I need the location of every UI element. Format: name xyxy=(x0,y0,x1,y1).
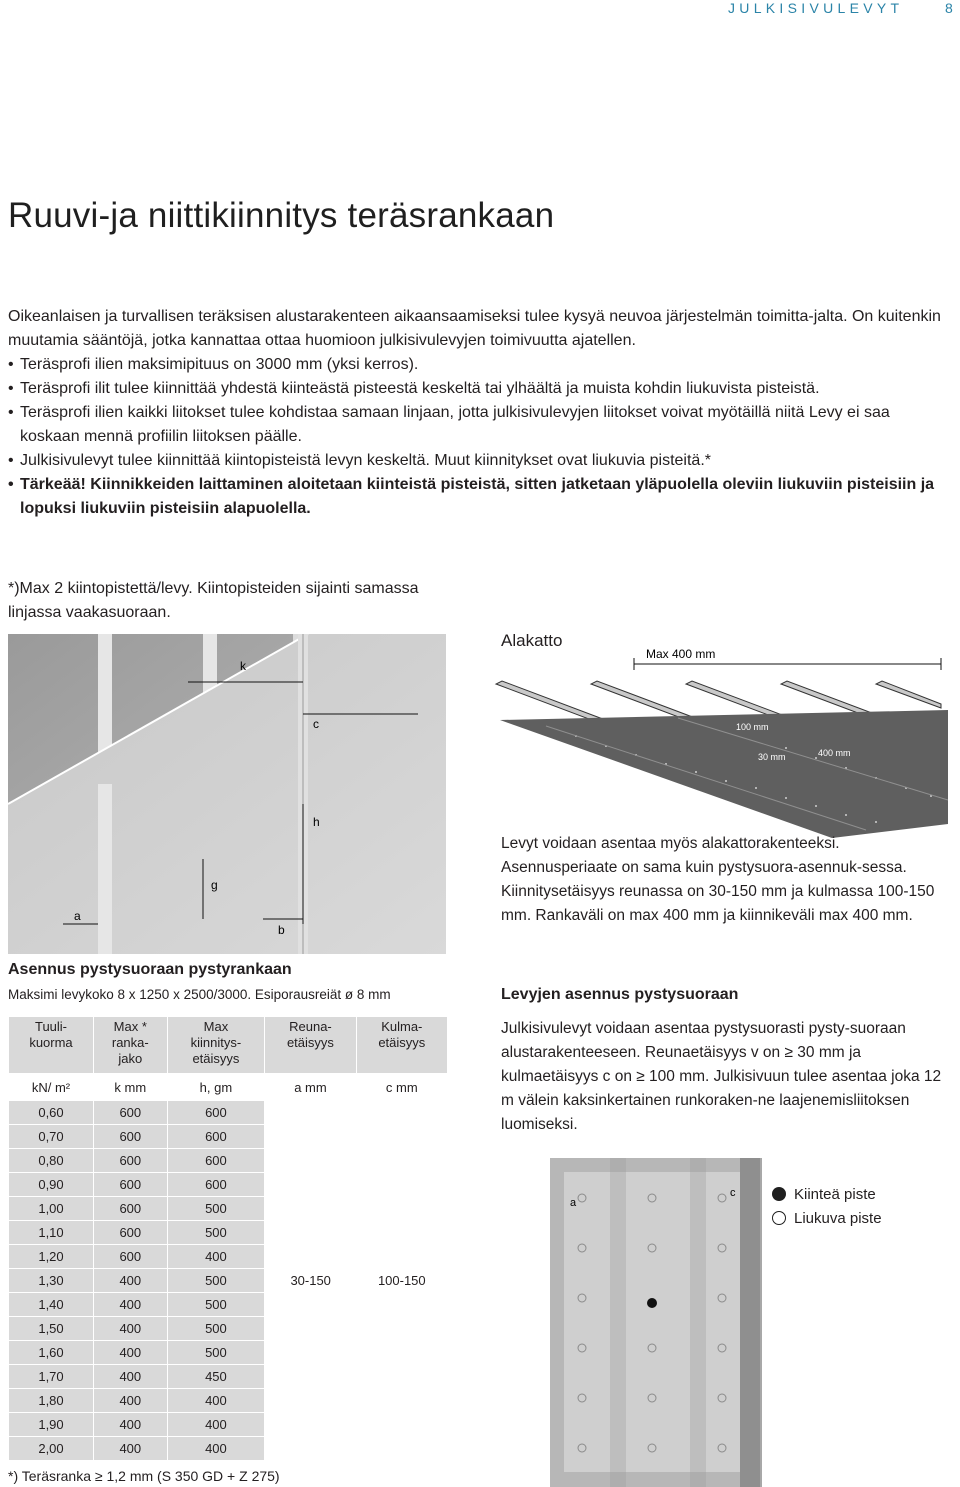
rule-item: • Julkisivulevyt tulee kiinnittää kiintopisteistä levyn keskeltä. Muut kiinnitykset ovat liukuvia pisteitä.* xyxy=(8,449,953,473)
label-c: c xyxy=(730,1187,736,1199)
table-cell: 400 xyxy=(94,1341,168,1365)
dim-400: 400 mm xyxy=(818,748,851,758)
legend-sliding xyxy=(772,1206,882,1230)
table-cell: 1,80 xyxy=(9,1389,94,1413)
table-cell: 0,90 xyxy=(9,1173,94,1197)
label-h: h xyxy=(313,815,320,829)
table-header-row xyxy=(9,1017,448,1074)
vertical-installation-photo xyxy=(8,634,446,954)
dim-30: 30 mm xyxy=(758,752,786,762)
table-cell: 500 xyxy=(167,1221,265,1245)
table-cell: 400 xyxy=(167,1413,265,1437)
unit-cell: c mm xyxy=(356,1074,447,1101)
table-cell: 400 xyxy=(94,1317,168,1341)
header-corner-distance: Kulma- etäisyys xyxy=(356,1017,447,1074)
rule-list xyxy=(8,353,953,521)
table-cell: 400 xyxy=(94,1365,168,1389)
table-cell: 1,40 xyxy=(9,1293,94,1317)
steel-footnote: *) Teräsranka ≥ 1,2 mm (S 350 GD + Z 275) xyxy=(8,1468,280,1484)
table-cell: 600 xyxy=(94,1125,168,1149)
hollow-circle-icon xyxy=(772,1211,786,1225)
fixing-legend xyxy=(772,1182,882,1230)
table-cell: 0,70 xyxy=(9,1125,94,1149)
table-cell: 400 xyxy=(94,1293,168,1317)
page-title: Ruuvi-ja niittikiinnitys teräsrankaan xyxy=(8,196,555,235)
table-cell: 500 xyxy=(167,1317,265,1341)
label-c: c xyxy=(313,717,319,731)
header-title: JULKISIVULEVYT xyxy=(728,0,904,16)
table-cell: 500 xyxy=(167,1197,265,1221)
table-cell: 600 xyxy=(167,1101,265,1125)
table-cell: 600 xyxy=(167,1125,265,1149)
table-cell: 0,80 xyxy=(9,1149,94,1173)
label-k: k xyxy=(240,659,246,673)
installation-caption-title: Asennus pystysuoraan pystyrankaan xyxy=(8,961,292,978)
table-cell: 2,00 xyxy=(9,1437,94,1461)
table-cell: 1,30 xyxy=(9,1269,94,1293)
label-a: a xyxy=(74,909,81,923)
unit-cell: kN/ m² xyxy=(9,1074,94,1101)
table-cell: 600 xyxy=(94,1245,168,1269)
table-units-row xyxy=(9,1074,448,1101)
table-cell: 500 xyxy=(167,1269,265,1293)
unit-cell: k mm xyxy=(94,1074,168,1101)
table-cell: 1,60 xyxy=(9,1341,94,1365)
ceiling-description: Levyt voidaan asentaa myös alakattorakenteeksi. Asennusperiaate on sama kuin pystysuora-asennuk-sessa. Kiinnitysetäisyys reunassa on 30-150 mm ja kulmassa 100-150 mm. Rankaväli on max 400 mm ja kiinnikeväli max 400 mm. xyxy=(501,835,935,924)
header-stud-spacing: Max * ranka- jako xyxy=(94,1017,168,1074)
table-cell: 450 xyxy=(167,1365,265,1389)
filled-circle-icon xyxy=(772,1187,786,1201)
footnote-fixed-points: *)Max 2 kiintopistettä/levy. Kiintopisteiden sijainti samassa linjassa vaakasuoraan. xyxy=(8,580,419,621)
header-fix-spacing: Max kiinnitys- etäisyys xyxy=(167,1017,265,1074)
table-cell: 600 xyxy=(94,1149,168,1173)
page-number: 8 xyxy=(945,0,953,16)
table-cell: 400 xyxy=(167,1245,265,1269)
table-cell: 600 xyxy=(94,1101,168,1125)
legend-fixed xyxy=(772,1182,882,1206)
ceiling-diagram xyxy=(486,638,948,838)
table-cell: 400 xyxy=(167,1389,265,1413)
spacing-table-container xyxy=(8,1016,448,1461)
table-cell: 600 xyxy=(94,1197,168,1221)
table-cell: 500 xyxy=(167,1341,265,1365)
edge-distance-range: 30-150 xyxy=(265,1101,356,1461)
intro-paragraph: Oikeanlaisen ja turvallisen teräksisen alustarakenteen aikaansaamiseksi tulee kysyä neuvoa järjestelmän toimitta-jalta. On kuitenkin muutamia sääntöjä, jotka kannattaa ottaa huomioon julkisivulevyjen toimivuutta ajatellen. xyxy=(8,308,941,349)
table-cell: 600 xyxy=(167,1173,265,1197)
installation-caption-subtitle: Maksimi levykoko 8 x 1250 x 2500/3000. Esiporausreiät ø 8 mm xyxy=(8,987,391,1002)
corner-distance-range: 100-150 xyxy=(356,1101,447,1461)
legend-fixed-label: Kiinteä piste xyxy=(794,1185,876,1203)
rule-item-important: • Tärkeää! Kiinnikkeiden laittaminen aloitetaan kiinteistä pisteistä, sitten jatketaan yläpuolella oleviin liukuviin pisteisiin ja lopuksi liukuviin pisteisiin alapuolella. xyxy=(8,473,953,521)
spacing-table xyxy=(8,1016,448,1461)
table-cell: 1,50 xyxy=(9,1317,94,1341)
rule-item: • Teräsprofi ilit tulee kiinnittää yhdestä kiinteästä pisteestä keskeltä tai ylhäältä ja muista kohdin liukuvista pisteistä. xyxy=(8,377,953,401)
table-cell: 400 xyxy=(94,1269,168,1293)
dim-100: 100 mm xyxy=(736,722,769,732)
table-cell: 400 xyxy=(94,1413,168,1437)
label-g: g xyxy=(211,878,218,892)
vertical-board-photo xyxy=(550,1158,760,1487)
rule-item: • Teräsprofi ilien maksimipituus on 3000 mm (yksi kerros). xyxy=(8,353,953,377)
table-cell: 400 xyxy=(94,1437,168,1461)
label-a: a xyxy=(570,1197,577,1209)
table-cell: 1,10 xyxy=(9,1221,94,1245)
unit-cell: a mm xyxy=(265,1074,356,1101)
table-cell: 600 xyxy=(94,1221,168,1245)
unit-cell: h, gm xyxy=(167,1074,265,1101)
table-cell: 400 xyxy=(94,1389,168,1413)
table-cell: 1,70 xyxy=(9,1365,94,1389)
dim-max-400: Max 400 mm xyxy=(646,647,716,661)
table-cell: 1,00 xyxy=(9,1197,94,1221)
table-cell: 1,20 xyxy=(9,1245,94,1269)
rule-item: • Teräsprofi ilien kaikki liitokset tulee kohdistaa samaan linjaan, jotta julkisivulevyjen liitokset voivat myötäillä niitä Levy ei saa koskaan mennä profiilin liitoksen päälle. xyxy=(8,401,953,449)
header-wind-load: Tuuli- kuorma xyxy=(9,1017,94,1074)
vertical-heading: Levyjen asennus pystysuoraan xyxy=(501,986,739,1003)
legend-sliding-label: Liukuva piste xyxy=(794,1209,882,1227)
ceiling-label: Alakatto xyxy=(501,631,563,650)
table-cell: 0,60 xyxy=(9,1101,94,1125)
table-cell: 500 xyxy=(167,1293,265,1317)
table-cell: 600 xyxy=(94,1173,168,1197)
label-b: b xyxy=(278,923,285,937)
vertical-description: Julkisivulevyt voidaan asentaa pystysuorasti pysty-suoraan alustarakenteeseen. Reunaetäisyys v on ≥ 30 mm ja kulmaetäisyys c on ≥ 100 mm. Julkisivuun tulee asentaa joka 12 m välein kaksinkertainen runkoraken-ne laajenemisliitoksen luomiseksi. xyxy=(501,1020,942,1133)
table-cell: 400 xyxy=(167,1437,265,1461)
header-edge-distance: Reuna- etäisyys xyxy=(265,1017,356,1074)
table-cell: 600 xyxy=(167,1149,265,1173)
table-cell: 1,90 xyxy=(9,1413,94,1437)
table-row xyxy=(9,1101,448,1125)
